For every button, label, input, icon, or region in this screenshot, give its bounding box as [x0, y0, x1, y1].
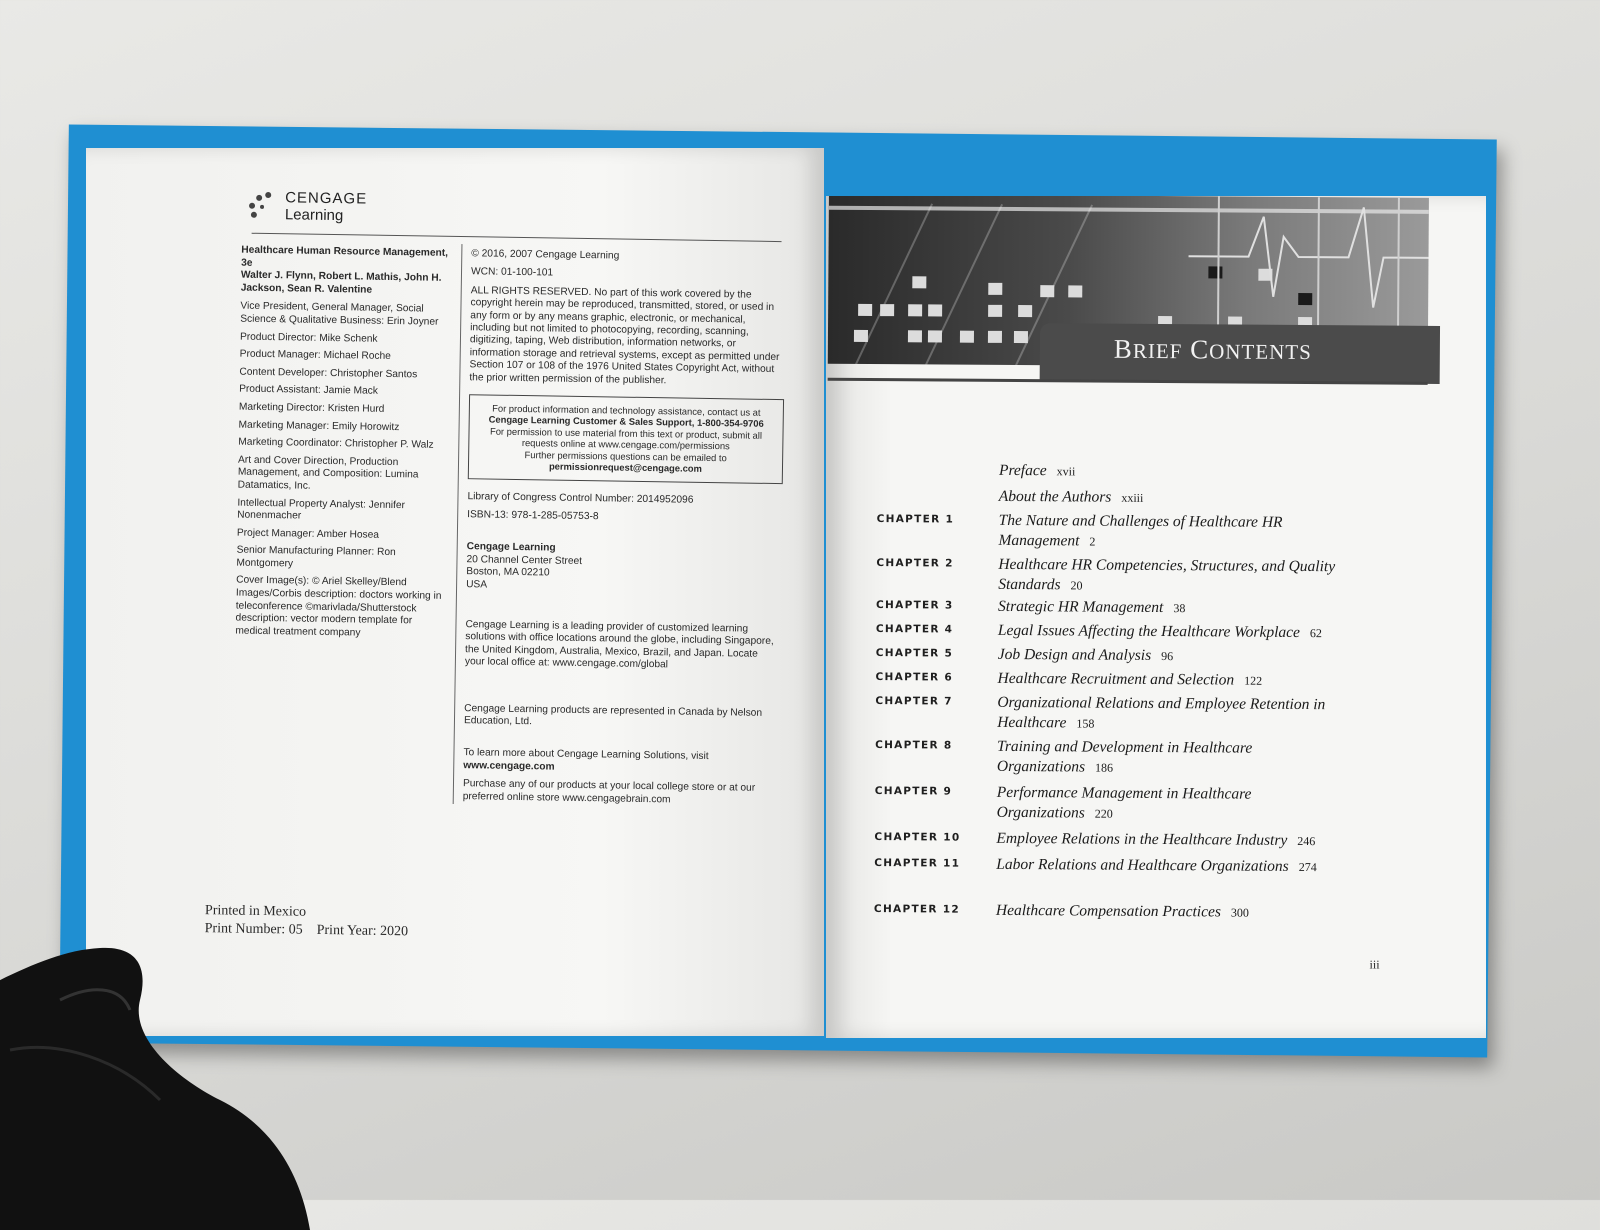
page-title-tab [1040, 323, 1440, 384]
book-title: Healthcare Human Resource Management, 3e [241, 244, 449, 269]
chapter-title [998, 511, 1338, 553]
chapter-label: CHAPTER 11 [874, 857, 961, 870]
chapter-page-number: 96 [1161, 649, 1174, 664]
credit-line: Marketing Coordinator: Christopher P. Walz [238, 436, 434, 451]
chapter-title-text: Performance Management in Healthcare Organizations [996, 783, 1252, 822]
chapter-title [996, 855, 1336, 877]
toc-entry [826, 782, 1485, 822]
publisher-address [466, 541, 782, 596]
chapter-label: CHAPTER 2 [876, 557, 954, 570]
credit-line: Marketing Director: Kristen Hurd [238, 401, 385, 415]
heartbeat-line-icon [1188, 196, 1429, 328]
address-street: 20 Channel Center Street [466, 553, 583, 567]
copyright-line: © 2016, 2007 Cengage Learning [471, 248, 620, 262]
chapter-page-number: 62 [1309, 626, 1322, 641]
chapter-title [998, 597, 1338, 619]
chapter-title [999, 487, 1339, 509]
toc-entry [826, 620, 1486, 642]
chapter-page-number: 2 [1089, 534, 1096, 549]
toc-entry [826, 554, 1486, 594]
toc-entry [826, 854, 1484, 875]
canada-note: Cengage Learning products are represented in Canada by Nelson Education, Ltd. [463, 702, 763, 728]
contact-line-1: For product information and technology assistance, contact us at [492, 402, 761, 418]
toc-entry [826, 900, 1484, 921]
credit-line: Intellectual Property Analyst: Jennifer Nonenmacher [237, 497, 406, 522]
chapter-title [998, 645, 1338, 667]
wcn-line: WCN: 01-100-101 [470, 266, 554, 279]
printed-in: Printed in Mexico [204, 903, 307, 920]
chapter-page-number: 20 [1070, 578, 1083, 593]
chapter-title-text: Healthcare HR Competencies, Structures, and Quality Standards [998, 555, 1336, 594]
chapter-label: CHAPTER 6 [875, 671, 954, 684]
column-divider [453, 244, 463, 804]
toc-entry [826, 668, 1486, 689]
chapter-title [996, 901, 1336, 923]
credit-line: Content Developer: Christopher Santos [239, 366, 418, 381]
toc-entry [827, 460, 1486, 480]
lccn-line: Library of Congress Control Number: 2014952096 [467, 490, 694, 506]
chapter-label: CHAPTER 9 [874, 785, 953, 798]
header-rule [252, 233, 782, 242]
toc-entry [826, 736, 1485, 776]
chapter-page-number: 186 [1095, 760, 1114, 775]
contact-line-5: permissionrequest@cengage.com [548, 460, 703, 474]
chapter-page-number: xvii [1056, 464, 1076, 479]
credit-line: Senior Manufacturing Planner: Ron Montgomery [236, 544, 396, 570]
chapter-title [997, 737, 1337, 779]
chapter-label: CHAPTER 1 [876, 513, 955, 526]
chapter-title-text: The Nature and Challenges of Healthcare HR Management [998, 511, 1283, 550]
address-country: USA [466, 578, 488, 591]
toc-entry [826, 644, 1486, 664]
credit-line: Vice President, General Manager, Social Science & Qualitative Business: Erin Joyner [240, 300, 439, 328]
page-title: BRIEF CONTENTS [1113, 333, 1312, 365]
chapter-title [999, 461, 1339, 483]
page-number: iii [1369, 957, 1380, 972]
chapter-title [998, 621, 1338, 643]
credit-line: Cover Image(s): © Ariel Skelley/Blend Images/Corbis description: doctors working in teleconference ©marivlada/Shutterstock description: vector modern template for medical treatment company [235, 575, 442, 639]
credit-line: Marketing Manager: Emily Horowitz [238, 419, 400, 433]
credit-line: Product Director: Mike Schenk [239, 331, 378, 345]
chapter-page-number: 274 [1298, 860, 1317, 875]
chapter-page-number: xxiii [1121, 490, 1144, 505]
chapter-title-text: Labor Relations and Healthcare Organizations [996, 855, 1289, 875]
about-cengage: Cengage Learning is a leading provider of customized learning solutions with office locations around the globe, including Singapore, the United Kingdom, Australia, Mexico, Brazil, and Japan. Locate your local office at: www.cengage.com/global [464, 619, 774, 671]
chapter-page-number: 158 [1076, 716, 1095, 731]
chapter-title-text: Preface [998, 461, 1047, 480]
logo-line-2: Learning [284, 206, 344, 225]
chapter-page-number: 246 [1297, 833, 1316, 849]
purchase-note: Purchase any of our products at your local college store or at our preferred online store www.cengagebrain.com [462, 778, 756, 806]
copyright-page [86, 148, 824, 1036]
chapter-title [997, 669, 1337, 691]
chapter-page-number: 38 [1173, 601, 1186, 616]
chapter-title [997, 693, 1337, 735]
print-year: Print Year: 2020 [316, 922, 409, 940]
chapter-label: CHAPTER 5 [875, 647, 954, 660]
chapter-title-text: Employee Relations in the Healthcare Industry [996, 829, 1288, 849]
chapter-page-number: 220 [1094, 806, 1113, 821]
credit-line: Product Manager: Michael Roche [239, 348, 391, 363]
credit-line: Product Assistant: Jamie Mack [239, 383, 378, 398]
logo-line-1: CENGAGE [285, 189, 368, 208]
chapter-title-text: Strategic HR Management [998, 597, 1164, 617]
gloved-hand [0, 930, 310, 1230]
chapter-page-number: 122 [1244, 673, 1263, 688]
contact-box [468, 394, 784, 483]
address-name: Cengage Learning [466, 541, 556, 554]
credit-list [235, 301, 452, 641]
contact-line-4: Further permissions questions can be emailed to [524, 448, 727, 463]
chapter-label: CHAPTER 12 [873, 903, 961, 916]
book-authors: Walter J. Flynn, Robert L. Mathis, John H. Jackson, Sean R. Valentine [240, 269, 442, 296]
chapter-title [997, 783, 1337, 825]
brief-contents-page [826, 196, 1486, 1038]
toc-entry [826, 692, 1485, 732]
credit-line: Art and Cover Direction, Production Management, and Composition: Lumina Datamatics, Inc. [237, 454, 419, 492]
cengage-logo-icon [247, 191, 277, 221]
toc-entry [827, 510, 1486, 550]
learn-more-text: To learn more about Cengage Learning Solutions, visit [463, 747, 709, 763]
chapter-title-text: Job Design and Analysis [997, 645, 1152, 664]
learn-more-url: www.cengage.com [463, 759, 555, 773]
chapter-title-text: Healthcare Compensation Practices [995, 901, 1222, 921]
chapter-title [996, 829, 1336, 851]
chapter-title-text: Organizational Relations and Employee Retention in Healthcare [997, 693, 1326, 732]
toc-entry [827, 486, 1486, 506]
credits-column [235, 245, 453, 647]
chapter-label: CHAPTER 4 [875, 623, 954, 636]
chapter-label: CHAPTER 7 [875, 695, 953, 708]
contact-line-3: For permission to use material from this text or product, submit all requests online at www.cengage.com/permissions [489, 425, 763, 452]
table-of-contents [827, 460, 1486, 921]
legal-column [463, 248, 787, 814]
chapter-label: CHAPTER 8 [875, 739, 953, 752]
chapter-page-number: 300 [1230, 905, 1249, 920]
publisher-logo [247, 189, 368, 225]
contact-line-2: Cengage Learning Customer & Sales Support, 1-800-354-9706 [488, 413, 764, 430]
toc-entry [826, 596, 1486, 617]
rights-notice: ALL RIGHTS RESERVED. No part of this work covered by the copyright herein may be reproduced, transmitted, stored, or used in any form or by any means graphic, electronic, or mechanical, including but not limited to photocopying, recording, scanning, digitizing, taping, Web distribution, information networks, or information storage and retrieval systems, except as permitted under Section 107 or 108 of the 1976 United States Copyright Act, without the prior written permission of the publisher. [469, 285, 780, 386]
credit-line: Project Manager: Amber Hosea [236, 527, 380, 541]
chapter-title-text: About the Authors [998, 487, 1112, 506]
isbn-line: ISBN-13: 978-1-285-05753-8 [467, 509, 599, 523]
address-city: Boston, MA 02210 [466, 566, 550, 579]
chapter-title [998, 555, 1338, 597]
toc-entry [826, 828, 1485, 849]
chapter-title-text: Legal Issues Affecting the Healthcare Workplace [997, 621, 1301, 642]
print-number: Print Number: 05 [204, 921, 303, 938]
chapter-label: CHAPTER 10 [874, 831, 961, 844]
chapter-title-text: Training and Development in Healthcare Organizations [996, 737, 1253, 776]
chapter-label: CHAPTER 3 [876, 599, 954, 612]
chapter-title-text: Healthcare Recruitment and Selection [997, 669, 1235, 689]
